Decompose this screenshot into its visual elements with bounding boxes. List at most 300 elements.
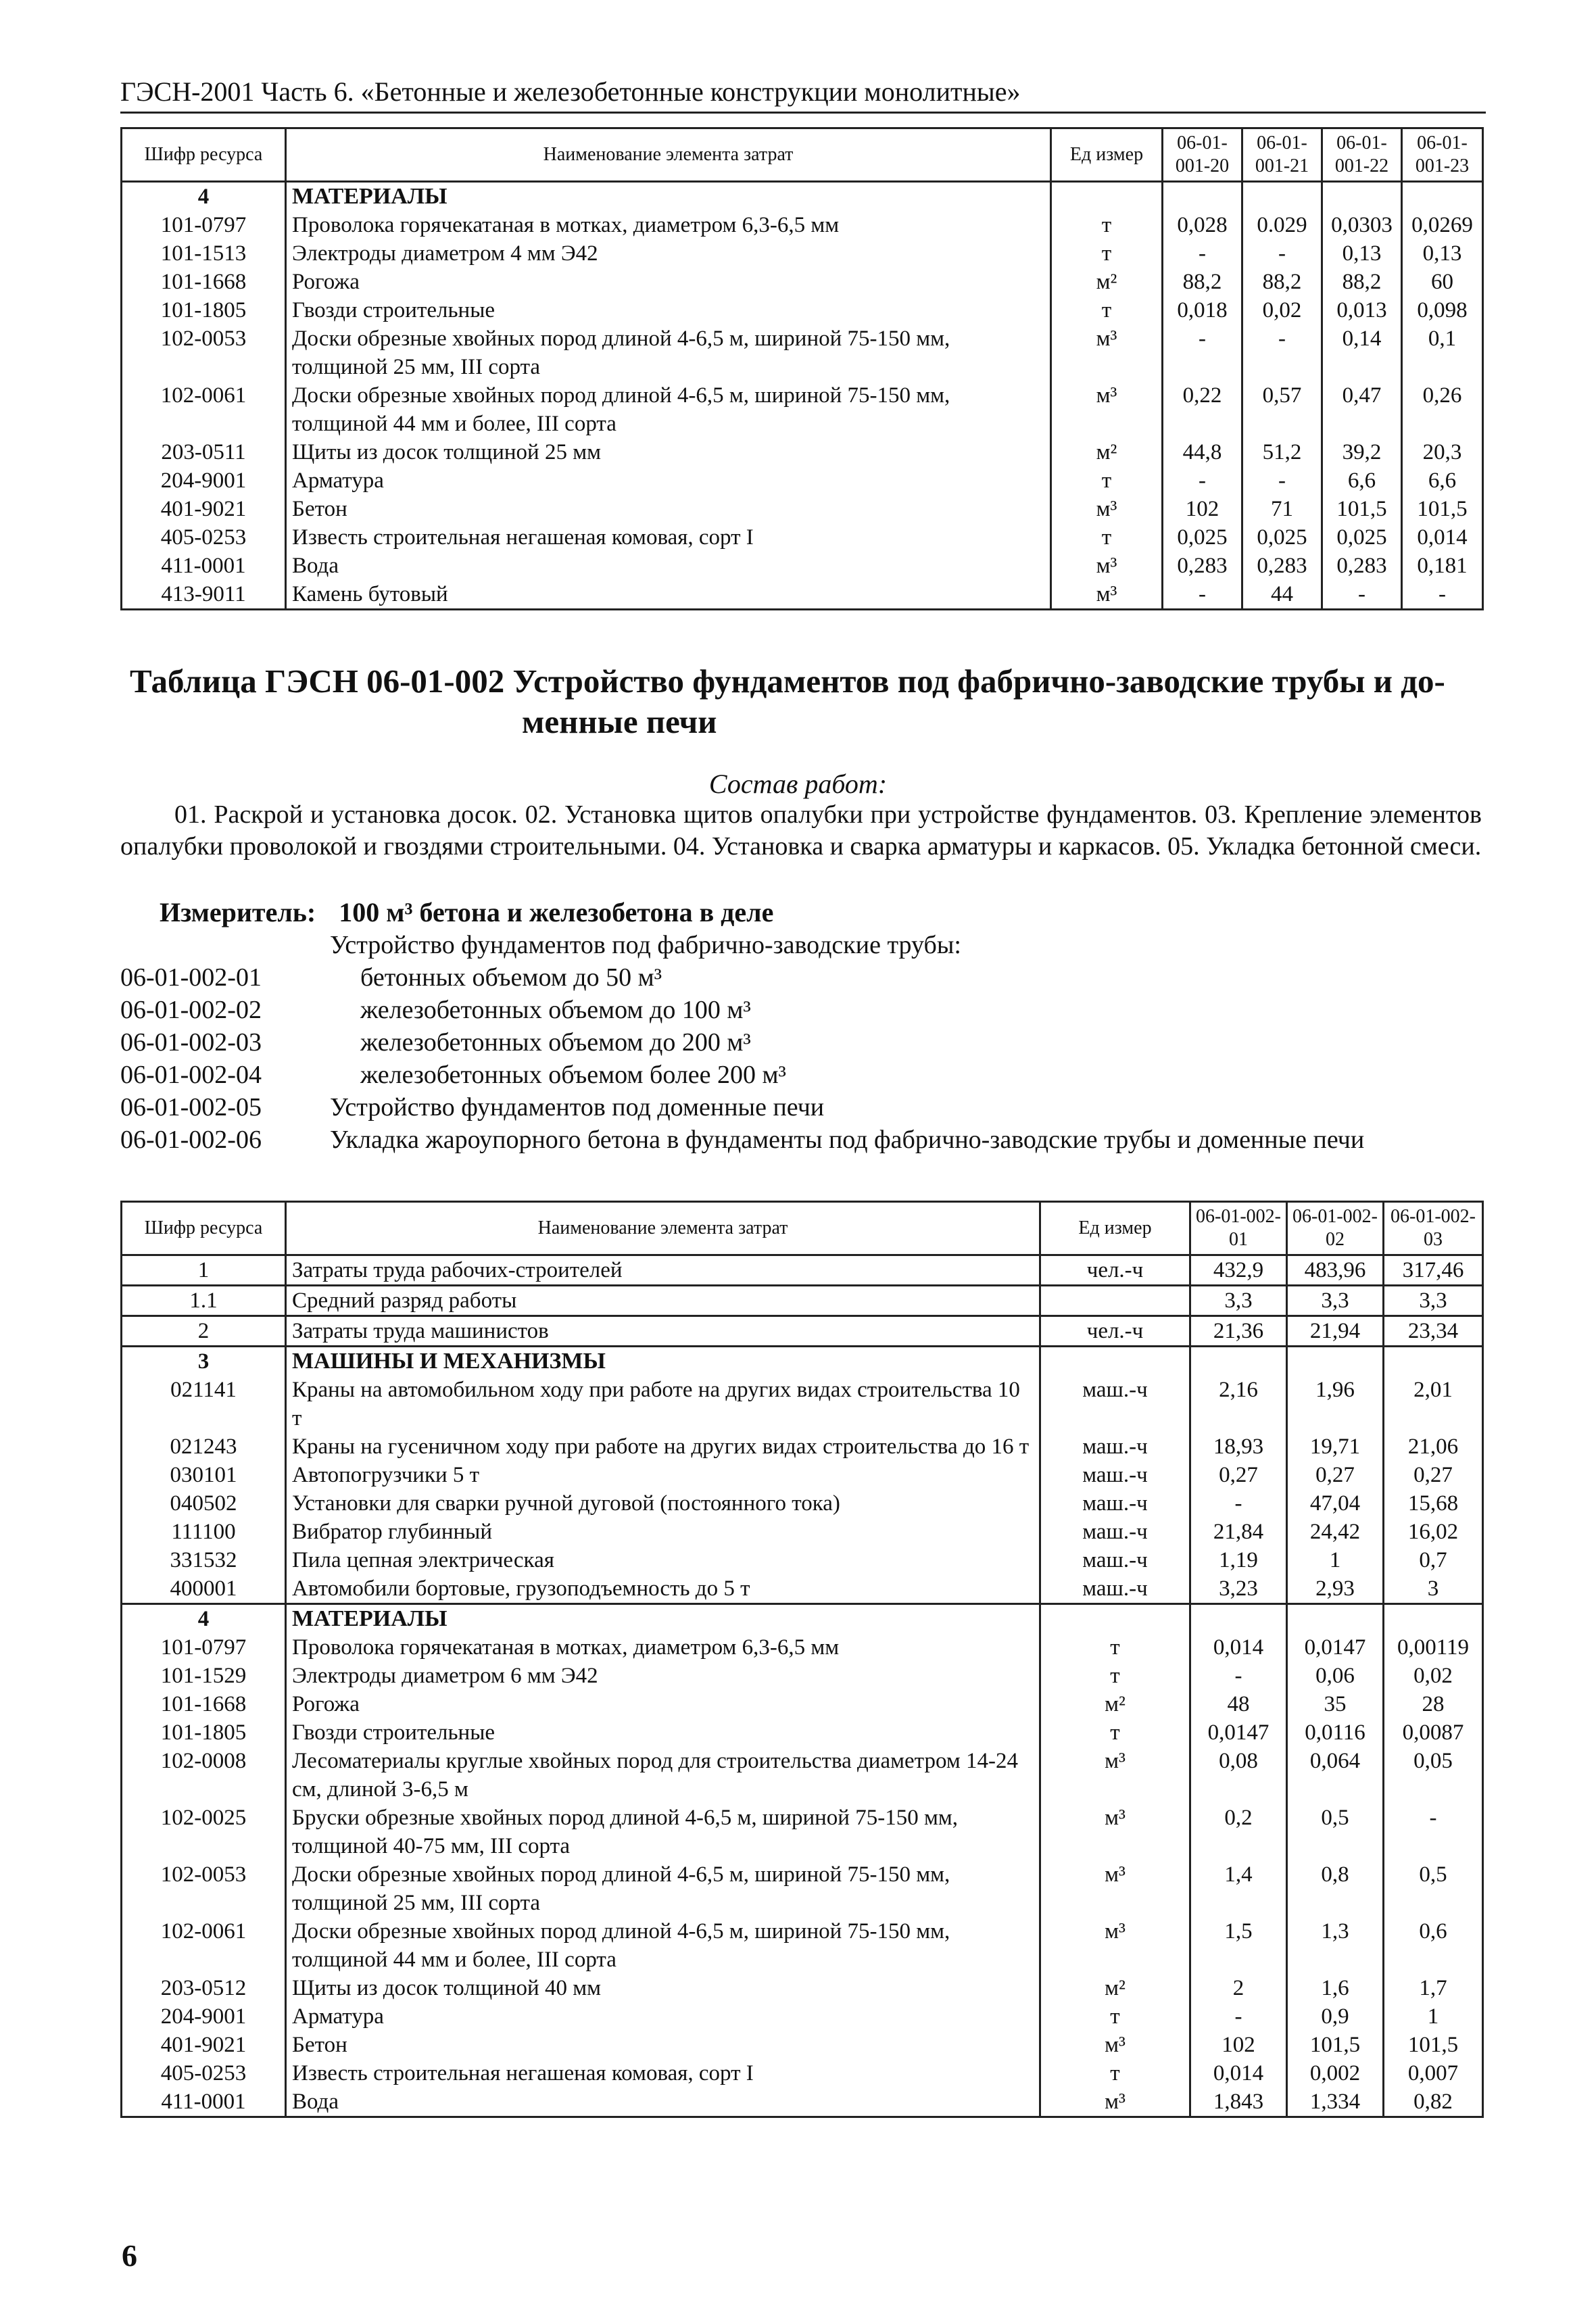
resource-value: 21,36 [1190, 1316, 1287, 1347]
column-header: Ед измер [1051, 128, 1163, 182]
table-row [122, 2088, 1483, 2117]
resource-name: Затраты труда машинистов [286, 1316, 1040, 1347]
table-row [122, 381, 1483, 438]
table-row [122, 552, 1483, 580]
table-title-line-1: Таблица ГЭСН 06-01-002 Устройство фундаментов под фабрично-заводские трубы и до- [130, 662, 1445, 700]
resource-value: 0,028 [1163, 211, 1242, 239]
resource-value: 44,8 [1163, 438, 1242, 466]
section-code: 4 [122, 182, 286, 212]
resource-value: 1 [1287, 1546, 1384, 1574]
column-header: 06-01-001-22 [1322, 128, 1402, 182]
section-row [122, 1347, 1483, 1376]
resource-name: Краны на гусеничном ходу при работе на других видах строительства до 16 т [286, 1432, 1040, 1461]
resource-unit: т [1040, 1633, 1190, 1662]
resource-unit: м² [1051, 438, 1163, 466]
resource-name: Установки для сварки ручной дуговой (постоянного тока) [286, 1489, 1040, 1518]
norm-code-row [120, 961, 1482, 994]
resource-name: Известь строительная негашеная комовая, сорт I [286, 523, 1051, 552]
resource-value: - [1384, 1804, 1483, 1860]
resource-value: 21,06 [1384, 1432, 1483, 1461]
resource-value: 3,3 [1384, 1286, 1483, 1316]
resource-unit: маш.-ч [1040, 1432, 1190, 1461]
table-row [122, 466, 1483, 495]
resource-code: 204-9001 [122, 2002, 286, 2031]
resource-value: 101,5 [1287, 2031, 1384, 2059]
resource-unit: м³ [1040, 2088, 1190, 2117]
resource-unit: м³ [1051, 495, 1163, 523]
table-row [122, 2002, 1483, 2031]
resource-value: 6,6 [1402, 466, 1483, 495]
resource-unit: м² [1051, 268, 1163, 296]
norm-description: железобетонных объемом до 200 м³ [360, 1028, 751, 1057]
resource-name: Рогожа [286, 268, 1051, 296]
resource-code: 111100 [122, 1518, 286, 1546]
norm-description: Устройство фундаментов под доменные печи [330, 1093, 825, 1121]
resource-value: 0,002 [1287, 2059, 1384, 2088]
resource-name: Вода [286, 2088, 1040, 2117]
resource-value: 0,025 [1242, 523, 1322, 552]
resource-name: Камень бутовый [286, 580, 1051, 610]
resource-name: Средний разряд работы [286, 1286, 1040, 1316]
resource-name: Арматура [286, 466, 1051, 495]
norm-code: 06-01-002-05 [120, 1093, 262, 1121]
resource-value: 0,283 [1242, 552, 1322, 580]
resource-value: 0,9 [1287, 2002, 1384, 2031]
resource-name: Доски обрезные хвойных пород длиной 4-6,5 м, шириной 75-150 мм, толщиной 44 мм и более, III сорта [286, 1917, 1040, 1974]
resource-value: 3,3 [1190, 1286, 1287, 1316]
resource-name: Автопогрузчики 5 т [286, 1461, 1040, 1489]
meter-label: Измеритель: [160, 897, 316, 927]
table-row [122, 1718, 1483, 1747]
resource-value: 0,014 [1190, 2059, 1287, 2088]
resource-value: 0,0303 [1322, 211, 1402, 239]
resource-value: 0,0087 [1384, 1718, 1483, 1747]
resource-value: 0,025 [1163, 523, 1242, 552]
resource-table-2 [120, 1201, 1484, 2118]
section-row-materials [122, 182, 1483, 212]
resource-unit: т [1040, 1718, 1190, 1747]
resource-value: - [1242, 466, 1322, 495]
resource-unit: т [1051, 239, 1163, 268]
resource-unit: м³ [1051, 324, 1163, 381]
resource-value: 21,94 [1287, 1316, 1384, 1347]
norm-code-row [120, 1124, 1482, 1188]
resource-value: 35 [1287, 1690, 1384, 1718]
resource-value: 0,018 [1163, 296, 1242, 324]
resource-value: 0,007 [1384, 2059, 1483, 2088]
running-header: ГЭСН-2001 Часть 6. «Бетонные и железобетонные конструкции монолитные» [120, 76, 1486, 114]
table-row [122, 1255, 1483, 1286]
resource-name: Гвозди строительные [286, 1718, 1040, 1747]
resource-value: 18,93 [1190, 1432, 1287, 1461]
resource-name: Доски обрезные хвойных пород длиной 4-6,5 м, шириной 75-150 мм, толщиной 25 мм, III сорта [286, 1860, 1040, 1917]
resource-value [1384, 1347, 1483, 1376]
resource-value: - [1163, 580, 1242, 610]
table-row [122, 1917, 1483, 1974]
resource-code: 401-9021 [122, 2031, 286, 2059]
resource-unit: м² [1040, 1690, 1190, 1718]
norm-code-row [120, 994, 1482, 1026]
table-row [122, 268, 1483, 296]
table-row [122, 324, 1483, 381]
table-row [122, 1574, 1483, 1604]
table-row [122, 1432, 1483, 1461]
norm-code: 06-01-002-03 [120, 1028, 262, 1057]
table1-header-row [122, 128, 1483, 182]
resource-code: 203-0511 [122, 438, 286, 466]
column-header: Наименование элемента затрат [286, 1202, 1040, 1255]
resource-unit: т [1051, 466, 1163, 495]
table-row [122, 580, 1483, 610]
resource-value: - [1163, 466, 1242, 495]
meter-line [160, 896, 773, 928]
resource-value: 101,5 [1402, 495, 1483, 523]
column-header: 06-01-002-02 [1287, 1202, 1384, 1255]
resource-value: 0,025 [1322, 523, 1402, 552]
resource-unit: м³ [1051, 552, 1163, 580]
resource-value: 0,283 [1163, 552, 1242, 580]
resource-value: 2 [1190, 1974, 1287, 2002]
resource-code: 400001 [122, 1574, 286, 1604]
column-header: Ед измер [1040, 1202, 1190, 1255]
resource-code: 101-0797 [122, 1633, 286, 1662]
resource-value: 0,0116 [1287, 1718, 1384, 1747]
resource-value: 317,46 [1384, 1255, 1483, 1286]
resource-value: 23,34 [1384, 1316, 1483, 1347]
resource-value: 0,0147 [1190, 1718, 1287, 1747]
resource-name: Гвозди строительные [286, 296, 1051, 324]
resource-value: - [1190, 2002, 1287, 2031]
table-row [122, 1662, 1483, 1690]
resource-value: 0,05 [1384, 1747, 1483, 1804]
resource-value: 48 [1190, 1690, 1287, 1718]
resource-code: 101-1805 [122, 296, 286, 324]
resource-unit: м³ [1051, 381, 1163, 438]
resource-code: 3 [122, 1347, 286, 1376]
resource-value: 0,6 [1384, 1917, 1483, 1974]
column-header: 06-01-002-03 [1384, 1202, 1483, 1255]
resource-unit: м³ [1040, 1917, 1190, 1974]
resource-value [1287, 1604, 1384, 1634]
resource-code: 1 [122, 1255, 286, 1286]
resource-value: 0,27 [1384, 1461, 1483, 1489]
resource-value: - [1402, 580, 1483, 610]
resource-code: 101-1668 [122, 1690, 286, 1718]
resource-value: 0,82 [1384, 2088, 1483, 2117]
resource-unit: маш.-ч [1040, 1574, 1190, 1604]
resource-value: 3 [1384, 1574, 1483, 1604]
table-row [122, 1518, 1483, 1546]
resource-value: 0,14 [1322, 324, 1402, 381]
resource-value: 24,42 [1287, 1518, 1384, 1546]
norm-description: железобетонных объемом до 100 м³ [360, 996, 751, 1024]
resource-value: 88,2 [1242, 268, 1322, 296]
resource-name: Щиты из досок толщиной 25 мм [286, 438, 1051, 466]
norm-code-row [120, 1091, 1482, 1124]
resource-name: Бруски обрезные хвойных пород длиной 4-6,5 м, шириной 75-150 мм, толщиной 40-75 мм, III сорта [286, 1804, 1040, 1860]
column-header: Шифр ресурса [122, 1202, 286, 1255]
table-row [122, 2059, 1483, 2088]
resource-value: 0,57 [1242, 381, 1322, 438]
resource-value: 1,3 [1287, 1917, 1384, 1974]
resource-value: 0,014 [1190, 1633, 1287, 1662]
resource-unit: чел.-ч [1040, 1255, 1190, 1286]
column-header: 06-01-002-01 [1190, 1202, 1287, 1255]
resource-code: 204-9001 [122, 466, 286, 495]
resource-value: 16,02 [1384, 1518, 1483, 1546]
norm-description: Укладка жароупорного бетона в фундаменты под фабрично-заводские трубы и доменные печи [330, 1126, 1365, 1154]
resource-table-1 [120, 127, 1484, 610]
resource-value [1190, 1604, 1287, 1634]
resource-value: 1,4 [1190, 1860, 1287, 1917]
resource-unit: м³ [1040, 2031, 1190, 2059]
resource-value: 0,283 [1322, 552, 1402, 580]
table-row [122, 296, 1483, 324]
works-description: 01. Раскрой и установка досок. 02. Установка щитов опалубки при устройстве фундаментов. 03. Крепление элементов опалубки проволокой и гвоздями строительными. 04. Установка и сварка арматуры и каркасов. 05. Укладка бетонной смеси. [120, 800, 1482, 861]
resource-code: 401-9021 [122, 495, 286, 523]
table-row [122, 1376, 1483, 1432]
table-row [122, 1974, 1483, 2002]
meter-value: 100 м³ бетона и железобетона в деле [339, 897, 774, 927]
table-row [122, 211, 1483, 239]
resource-name: Доски обрезные хвойных пород длиной 4-6,5 м, шириной 75-150 мм, толщиной 44 мм и более, III сорта [286, 381, 1051, 438]
resource-unit: м³ [1040, 1804, 1190, 1860]
resource-name: Затраты труда рабочих-строителей [286, 1255, 1040, 1286]
resource-code: 101-1529 [122, 1662, 286, 1690]
page-number: 6 [122, 2238, 137, 2273]
resource-unit: т [1040, 2059, 1190, 2088]
resource-value: 19,71 [1287, 1432, 1384, 1461]
resource-value [1190, 1347, 1287, 1376]
resource-value: 1 [1384, 2002, 1483, 2031]
resource-unit [1040, 1286, 1190, 1316]
resource-name: Рогожа [286, 1690, 1040, 1718]
resource-code: 101-1668 [122, 268, 286, 296]
resource-value: 0,7 [1384, 1546, 1483, 1574]
resource-code: 102-0025 [122, 1804, 286, 1860]
resource-name: Проволока горячекатаная в мотках, диаметром 6,3-6,5 мм [286, 211, 1051, 239]
resource-code: 1.1 [122, 1286, 286, 1316]
resource-value: 101,5 [1384, 2031, 1483, 2059]
table-row [122, 438, 1483, 466]
resource-value: 0,13 [1402, 239, 1483, 268]
resource-value: 0,27 [1190, 1461, 1287, 1489]
resource-name: Электроды диаметром 4 мм Э42 [286, 239, 1051, 268]
resource-value: 3,23 [1190, 1574, 1287, 1604]
resource-value: 0,5 [1384, 1860, 1483, 1917]
resource-code: 331532 [122, 1546, 286, 1574]
table-row [122, 1633, 1483, 1662]
resource-value: 102 [1163, 495, 1242, 523]
resource-name: Арматура [286, 2002, 1040, 2031]
resource-code: 102-0061 [122, 381, 286, 438]
table-row [122, 239, 1483, 268]
resource-value: 0,08 [1190, 1747, 1287, 1804]
resource-value: 0,2 [1190, 1804, 1287, 1860]
norm-codes-list [120, 929, 1482, 1188]
resource-code: 040502 [122, 1489, 286, 1518]
resource-value: 1,843 [1190, 2088, 1287, 2117]
resource-name: Доски обрезные хвойных пород длиной 4-6,5 м, шириной 75-150 мм, толщиной 25 мм, III сорта [286, 324, 1051, 381]
resource-unit: маш.-ч [1040, 1518, 1190, 1546]
resource-unit: т [1051, 296, 1163, 324]
resource-code: 413-9011 [122, 580, 286, 610]
composition-label: Состав работ: [708, 769, 888, 799]
resource-value: 1,334 [1287, 2088, 1384, 2117]
resource-value: 432,9 [1190, 1255, 1287, 1286]
section-title: МАТЕРИАЛЫ [286, 182, 1051, 212]
resource-value: 0,013 [1322, 296, 1402, 324]
resource-name: Бетон [286, 495, 1051, 523]
resource-name: Вода [286, 552, 1051, 580]
resource-code: 411-0001 [122, 552, 286, 580]
table-title [130, 661, 1489, 742]
resource-value: 60 [1402, 268, 1483, 296]
resource-name: МАТЕРИАЛЫ [286, 1604, 1040, 1634]
table-title-line-2: менные печи [522, 703, 717, 740]
resource-value: 0,26 [1402, 381, 1483, 438]
resource-value: 39,2 [1322, 438, 1402, 466]
resource-name: Автомобили бортовые, грузоподъемность до 5 т [286, 1574, 1040, 1604]
resource-unit: м³ [1040, 1747, 1190, 1804]
resource-value: 3,3 [1287, 1286, 1384, 1316]
norm-code: 06-01-002-01 [120, 963, 262, 992]
norm-code: 06-01-002-02 [120, 996, 262, 1024]
resource-name: Бетон [286, 2031, 1040, 2059]
norm-code: 06-01-002-04 [120, 1061, 262, 1089]
resource-value: 1,5 [1190, 1917, 1287, 1974]
resource-name: Известь строительная негашеная комовая, сорт I [286, 2059, 1040, 2088]
resource-value: 28 [1384, 1690, 1483, 1718]
resource-unit: т [1051, 523, 1163, 552]
resource-code: 102-0053 [122, 1860, 286, 1917]
resource-value: 0,47 [1322, 381, 1402, 438]
resource-value: 0,1 [1402, 324, 1483, 381]
resource-value: - [1163, 324, 1242, 381]
norm-code-row [120, 1059, 1482, 1091]
resource-unit [1040, 1604, 1190, 1634]
resource-unit: м² [1040, 1974, 1190, 2002]
resource-unit: маш.-ч [1040, 1546, 1190, 1574]
group-heading-row [120, 929, 1482, 961]
resource-value: - [1190, 1662, 1287, 1690]
resource-unit: м³ [1051, 580, 1163, 610]
resource-code: 102-0008 [122, 1747, 286, 1804]
resource-value: 0,27 [1287, 1461, 1384, 1489]
resource-value: 20,3 [1402, 438, 1483, 466]
table-row [122, 1286, 1483, 1316]
resource-name: Вибратор глубинный [286, 1518, 1040, 1546]
resource-unit: маш.-ч [1040, 1376, 1190, 1432]
resource-value: - [1190, 1489, 1287, 1518]
norm-description: железобетонных объемом более 200 м³ [360, 1061, 786, 1089]
resource-code: 405-0253 [122, 2059, 286, 2088]
table-row [122, 1546, 1483, 1574]
resource-value: 0,5 [1287, 1804, 1384, 1860]
column-header: 06-01-001-23 [1402, 128, 1483, 182]
resource-value: 71 [1242, 495, 1322, 523]
resource-value: 0,00119 [1384, 1633, 1483, 1662]
resource-code: 2 [122, 1316, 286, 1347]
resource-value: 101,5 [1322, 495, 1402, 523]
resource-unit: т [1051, 211, 1163, 239]
resource-name: Лесоматериалы круглые хвойных пород для строительства диаметром 14-24 см, длиной 3-6,5 м [286, 1747, 1040, 1804]
resource-code: 101-1805 [122, 1718, 286, 1747]
resource-name: Краны на автомобильном ходу при работе на других видах строительства 10 т [286, 1376, 1040, 1432]
resource-unit: маш.-ч [1040, 1461, 1190, 1489]
resource-unit: маш.-ч [1040, 1489, 1190, 1518]
resource-value: 0,8 [1287, 1860, 1384, 1917]
resource-code: 203-0512 [122, 1974, 286, 2002]
table-row [122, 495, 1483, 523]
resource-value: 88,2 [1322, 268, 1402, 296]
resource-code: 411-0001 [122, 2088, 286, 2117]
resource-unit: м³ [1040, 1860, 1190, 1917]
resource-value: 0,098 [1402, 296, 1483, 324]
resource-value: 2,93 [1287, 1574, 1384, 1604]
resource-code: 4 [122, 1604, 286, 1634]
resource-value: - [1322, 580, 1402, 610]
table-row [122, 2031, 1483, 2059]
resource-value: 21,84 [1190, 1518, 1287, 1546]
resource-name: Электроды диаметром 6 мм Э42 [286, 1662, 1040, 1690]
norm-code: 06-01-002-06 [120, 1126, 262, 1154]
section-row [122, 1604, 1483, 1634]
resource-value: 0.029 [1242, 211, 1322, 239]
resource-value: 1,7 [1384, 1974, 1483, 2002]
resource-unit: т [1040, 1662, 1190, 1690]
resource-code: 021141 [122, 1376, 286, 1432]
resource-unit [1040, 1347, 1190, 1376]
resource-code: 102-0053 [122, 324, 286, 381]
resource-value: 2,01 [1384, 1376, 1483, 1432]
resource-value: - [1242, 239, 1322, 268]
resource-value: 1,6 [1287, 1974, 1384, 2002]
resource-value: - [1163, 239, 1242, 268]
resource-name: Проволока горячекатаная в мотках, диаметром 6,3-6,5 мм [286, 1633, 1040, 1662]
resource-code: 101-0797 [122, 211, 286, 239]
table-row [122, 1690, 1483, 1718]
table-row [122, 1860, 1483, 1917]
resource-unit: чел.-ч [1040, 1316, 1190, 1347]
norm-code-row [120, 1026, 1482, 1059]
resource-value: 0,02 [1242, 296, 1322, 324]
resource-value: 0,181 [1402, 552, 1483, 580]
table-row [122, 1804, 1483, 1860]
resource-value: 0,064 [1287, 1747, 1384, 1804]
resource-value [1384, 1604, 1483, 1634]
resource-value: 88,2 [1163, 268, 1242, 296]
resource-value: 6,6 [1322, 466, 1402, 495]
resource-value: 2,16 [1190, 1376, 1287, 1432]
resource-code: 102-0061 [122, 1917, 286, 1974]
resource-value: 1,96 [1287, 1376, 1384, 1432]
resource-value: 1,19 [1190, 1546, 1287, 1574]
resource-value: 47,04 [1287, 1489, 1384, 1518]
resource-value: 51,2 [1242, 438, 1322, 466]
resource-value: 0,22 [1163, 381, 1242, 438]
table-row [122, 523, 1483, 552]
resource-value: 0,13 [1322, 239, 1402, 268]
norm-description: бетонных объемом до 50 м³ [360, 963, 662, 992]
resource-value: 0,014 [1402, 523, 1483, 552]
table-row [122, 1747, 1483, 1804]
resource-value: 44 [1242, 580, 1322, 610]
group-heading: Устройство фундаментов под фабрично-заводские трубы: [330, 931, 961, 959]
resource-value: 0,06 [1287, 1662, 1384, 1690]
column-header: Шифр ресурса [122, 128, 286, 182]
resource-value: 483,96 [1287, 1255, 1384, 1286]
